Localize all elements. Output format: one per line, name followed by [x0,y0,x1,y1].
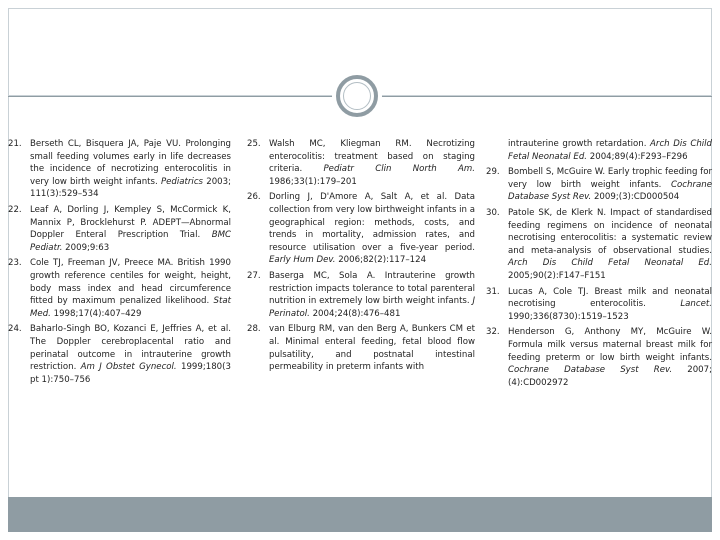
reference-journal: Lancet. [680,299,712,310]
reference-text: van Elburg RM, van den Berg A, Bunkers CM et al. Minimal enteral feeding, fetal blood flow pulsatility, and postnatal intestinal permeability in preterm infants with [269,324,475,373]
reference-citation: 2009;9:63 [62,242,110,253]
reference-text: Leaf A, Dorling J, Kempley S, McCormick K, Mannix P, Brocklehurst P. ADEPT—Abnormal Doppler Enteral Prescription Trial. [30,204,231,241]
reference-number: 23. [8,258,22,269]
reference-item [484,207,712,283]
reference-number: 22. [8,204,22,215]
reference-item [245,138,475,188]
reference-number: 26. [247,192,261,203]
reference-column-1 [6,138,231,389]
reference-text: Cole TJ, Freeman JV, Preece MA. British 1990 growth reference centiles for weight, height, body mass index and head circumference fitted by maximum penalized likelihood. [30,258,231,307]
reference-journal: Am J Obstet Gynecol. [80,362,177,373]
reference-number: 29. [486,167,500,178]
reference-text: Walsh MC, Kliegman RM. Necrotizing enterocolitis: treatment based on staging criteria. [269,139,475,175]
reference-citation: 2006;82(2):117–124 [335,255,427,266]
reference-item [245,191,475,267]
reference-number: 32. [486,327,500,338]
reference-list [0,138,720,478]
reference-journal: Arch Dis Child Fetal Neonatal Ed. [508,258,712,269]
reference-number: 28. [247,324,261,335]
reference-text: Dorling J, D'Amore A, Salt A, et al. Data collection from very low birthweight infants in a geographical region: methods, costs, and trends in mortality, admission rates, and resource utilisation over a five-year period. [269,192,475,253]
reference-journal: J Perinatol. [269,296,475,319]
reference-text: Patole SK, de Klerk N. Impact of standardised feeding regimens on incidence of neonatal necrotising enterocolitis: a systematic review and meta-analysis of observational studies. [508,207,712,256]
reference-citation: 1986;33(1):179–201 [269,176,357,187]
reference-journal: Early Hum Dev. [269,255,336,266]
reference-number: 25. [247,139,261,149]
reference-number: 27. [247,270,261,281]
reference-item [245,270,475,320]
reference-item [245,323,475,373]
reference-item [6,138,231,201]
reference-journal: Stat Med. [30,296,231,319]
reference-number: 30. [486,207,500,218]
reference-journal: Cochrane Database Syst Rev. [508,365,673,376]
reference-column-2 [245,138,475,377]
reference-text: Lucas A, Cole TJ. Breast milk and neonatal necrotising enterocolitis. [508,286,712,310]
reference-item [6,257,231,320]
reference-citation: 1998;17(4):407–429 [50,308,142,319]
reference-text: Berseth CL, Bisquera JA, Paje VU. Prolonging small feeding volumes early in life decreases the incidence of necrotizing enterocolitis in very low birth weight infants. [30,139,231,187]
reference-continuation [484,138,712,163]
decorative-ring-icon [336,75,378,117]
reference-item [484,286,712,324]
reference-journal: Pediatr Clin North Am. [323,164,475,175]
reference-citation: 1999;180(3 pt 1):750–756 [30,362,231,385]
reference-text: Henderson G, Anthony MY, McGuire W. Formula milk versus maternal breast milk for feeding preterm or low birth weight infants. [508,327,712,363]
reference-journal: Pediatrics [160,176,204,187]
reference-citation: 2009;(3):CD000504 [591,192,680,203]
reference-item [484,166,712,204]
reference-citation: 1990;336(8730):1519–1523 [508,311,629,322]
reference-text: Bombell S, McGuire W. Early trophic feeding for very low birth weight infants. [508,167,712,190]
reference-number: 21. [8,139,22,149]
reference-item [484,326,712,389]
reference-text: Baserga MC, Sola A. Intrauterine growth restriction impacts tolerance to total parenteral nutrition in extremely low birth weight infants. [269,270,475,307]
slide-footer-band [8,497,712,532]
reference-item [6,323,231,386]
reference-citation: 2007;(4):CD002972 [508,365,712,388]
reference-text: Baharlo-Singh BO, Kozanci E, Jeffries A, et al. The Doppler cerebroplacental ratio and perinatal outcome in intrauterine growth restriction. [30,324,231,373]
reference-citation: 2004;89(4):F293–F296 [587,151,688,162]
reference-journal: Arch Dis Child Fetal Neonatal Ed. [508,139,712,162]
reference-citation: 2005;90(2):F147–F151 [508,270,606,281]
reference-column-3 [484,138,712,392]
reference-number: 24. [8,324,22,335]
reference-text: intrauterine growth retardation. [508,139,651,149]
reference-item [6,204,231,254]
reference-journal: Cochrane Database Syst Rev. [508,179,712,203]
reference-citation: 2004;24(8):476–481 [309,308,401,319]
reference-number: 31. [486,286,500,297]
reference-journal: BMC Pediatr. [30,230,231,253]
reference-citation: 2003; 111(3):529–534 [30,176,231,200]
